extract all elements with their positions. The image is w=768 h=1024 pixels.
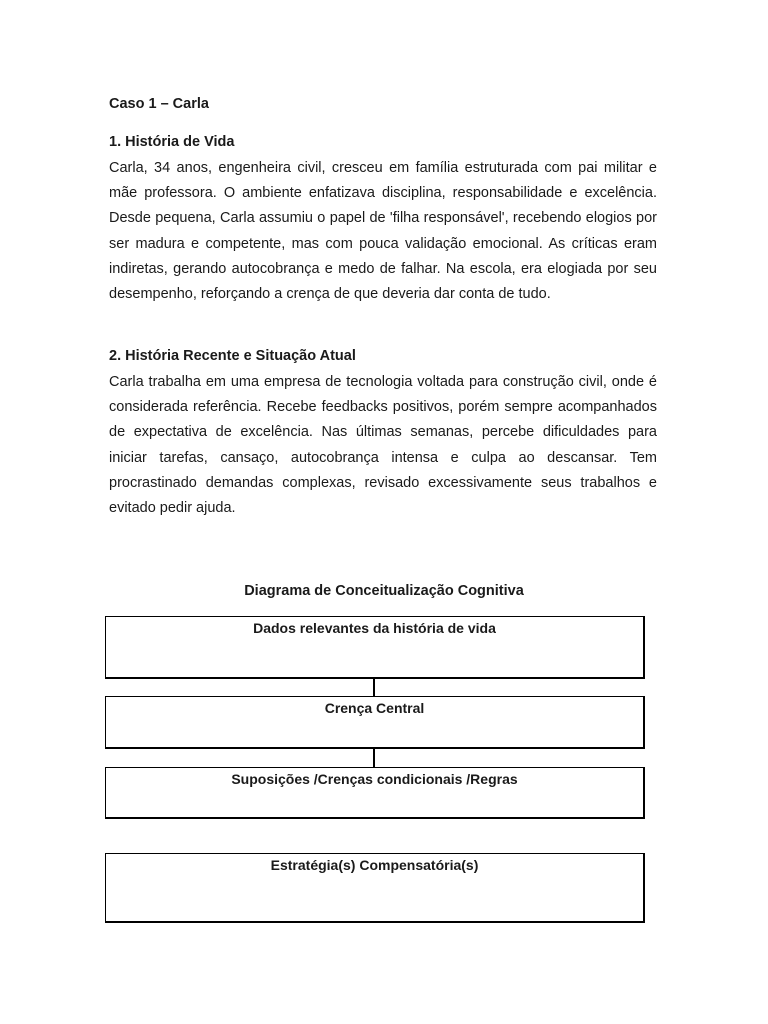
section-heading-recent-history: 2. História Recente e Situação Atual (109, 348, 356, 364)
case-title: Caso 1 – Carla (109, 96, 209, 112)
diagram-box-life-data (105, 616, 645, 679)
diagram-box-label: Estratégia(s) Compensatória(s) (270, 857, 479, 873)
diagram-box-label: Dados relevantes da história de vida (253, 620, 496, 636)
diagram-title: Diagrama de Conceitualização Cognitiva (244, 583, 524, 599)
diagram-box-compensatory-strategies (105, 853, 645, 923)
diagram-box-core-belief (105, 696, 645, 749)
diagram-box-label: Suposições /Crenças condicionais /Regras (231, 771, 518, 787)
diagram-box-assumptions (105, 767, 645, 819)
diagram-connector (373, 749, 375, 767)
diagram-connector (373, 679, 375, 696)
diagram-box-label: Crença Central (324, 700, 425, 716)
section-heading-life-history: 1. História de Vida (109, 134, 235, 150)
paragraph-life-history: Carla, 34 anos, engenheira civil, cresceu em família estruturada com pai militar e mãe professora. O ambiente enfatizava disciplina, responsabilidade e excelência. Desde pequena, Carla assumiu o papel de 'filha responsável', recebendo elogios por ser madura e competente, mas com pouca validação emocional. As críticas eram indiretas, gerando autocobrança e medo de falhar. Na escola, era elogiada por seu desempenho, reforçando a crença de que deveria dar conta de tudo. (109, 160, 657, 303)
paragraph-recent-history: Carla trabalha em uma empresa de tecnologia voltada para construção civil, onde é considerada referência. Recebe feedbacks positivos, porém sempre acompanhados de expectativa de excelência. Nas últimas semanas, percebe dificuldades para iniciar tarefas, cansaço, autocobrança intensa e culpa ao descansar. Tem procrastinado demandas complexas, revisado excessivamente seus trabalhos e evitado pedir ajuda. (109, 374, 657, 517)
